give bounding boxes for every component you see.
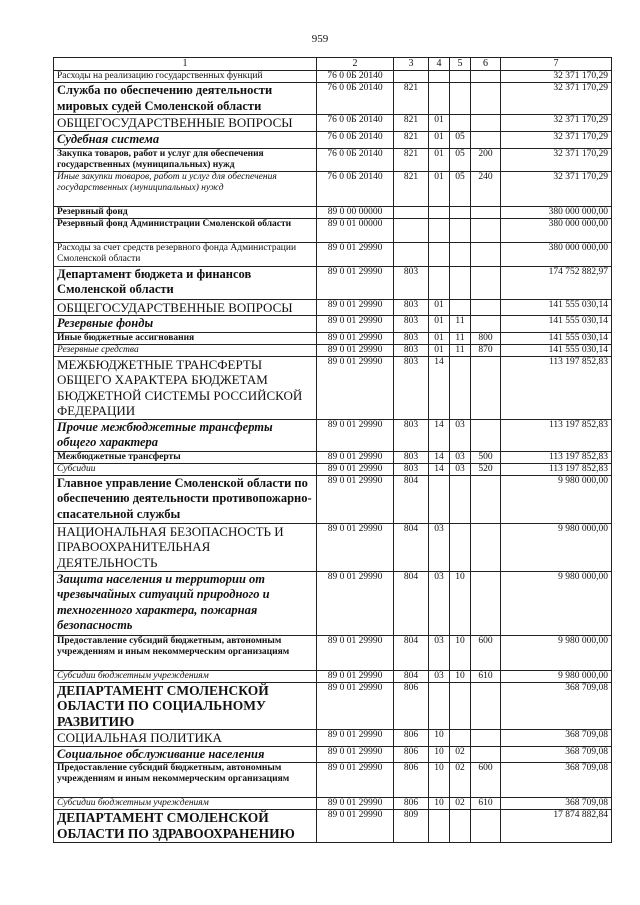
row-name-cell: НАЦИОНАЛЬНАЯ БЕЗОПАСНОСТЬ И ПРАВООХРАНИТЕЛЬНАЯ ДЕЯТЕЛЬНОСТЬ [54, 523, 317, 571]
admin-code-cell: 806 [394, 746, 429, 763]
amount-cell: 368 709,08 [501, 798, 612, 810]
section-cell: 10 [429, 730, 450, 747]
amount-cell: 380 000 000,00 [501, 206, 612, 218]
row-name-cell: Субсидии бюджетным учреждениям [54, 798, 317, 810]
admin-code-cell [394, 206, 429, 218]
target-article-cell: 89 0 01 29990 [317, 763, 394, 798]
admin-code-cell: 803 [394, 266, 429, 299]
target-article-cell: 89 0 01 29990 [317, 266, 394, 299]
row-name-cell: Резервные фонды [54, 316, 317, 333]
expense-type-cell [471, 71, 501, 83]
expense-type-cell [471, 115, 501, 132]
table-row [54, 83, 612, 115]
table-row [54, 266, 612, 299]
section-cell: 10 [429, 798, 450, 810]
row-name-cell: Межбюджетные трансферты [54, 451, 317, 463]
table-row [54, 419, 612, 451]
expense-type-cell [471, 316, 501, 333]
target-article-cell: 76 0 0Б 20140 [317, 115, 394, 132]
header-cell: 6 [471, 58, 501, 71]
admin-code-cell: 803 [394, 463, 429, 475]
table-row [54, 132, 612, 149]
table-row [54, 523, 612, 571]
table-row [54, 463, 612, 475]
expense-type-cell [471, 218, 501, 242]
expense-type-cell [471, 810, 501, 843]
admin-code-cell: 803 [394, 419, 429, 451]
table-row [54, 682, 612, 730]
admin-code-cell: 803 [394, 356, 429, 419]
table-row [54, 670, 612, 682]
admin-code-cell: 821 [394, 148, 429, 171]
admin-code-cell: 809 [394, 810, 429, 843]
expense-type-cell [471, 475, 501, 523]
admin-code-cell: 804 [394, 635, 429, 670]
subsection-cell [450, 356, 471, 419]
expense-type-cell: 610 [471, 670, 501, 682]
section-cell: 03 [429, 635, 450, 670]
subsection-cell [450, 523, 471, 571]
table-row [54, 475, 612, 523]
table-row [54, 148, 612, 171]
section-cell: 14 [429, 451, 450, 463]
section-cell: 03 [429, 523, 450, 571]
subsection-cell [450, 682, 471, 730]
row-name-cell: Субсидии бюджетным учреждениям [54, 670, 317, 682]
row-name-cell: МЕЖБЮДЖЕТНЫЕ ТРАНСФЕРТЫ ОБЩЕГО ХАРАКТЕРА БЮДЖЕТАМ БЮДЖЕТНОЙ СИСТЕМЫ РОССИЙСКОЙ ФЕДЕРАЦИИ [54, 356, 317, 419]
subsection-cell [450, 266, 471, 299]
admin-code-cell: 804 [394, 475, 429, 523]
admin-code-cell: 821 [394, 83, 429, 115]
amount-cell: 32 371 170,29 [501, 132, 612, 149]
subsection-cell [450, 83, 471, 115]
admin-code-cell: 804 [394, 670, 429, 682]
header-cell: 5 [450, 58, 471, 71]
amount-cell: 174 752 882,97 [501, 266, 612, 299]
target-article-cell: 89 0 01 29990 [317, 242, 394, 266]
row-name-cell: Резервный фонд [54, 206, 317, 218]
header-cell: 7 [501, 58, 612, 71]
target-article-cell: 76 0 0Б 20140 [317, 71, 394, 83]
target-article-cell: 89 0 01 29990 [317, 798, 394, 810]
admin-code-cell [394, 242, 429, 266]
amount-cell: 380 000 000,00 [501, 242, 612, 266]
row-name-cell: ОБЩЕГОСУДАРСТВЕННЫЕ ВОПРОСЫ [54, 115, 317, 132]
expense-type-cell [471, 356, 501, 419]
admin-code-cell: 804 [394, 571, 429, 635]
amount-cell: 141 555 030,14 [501, 344, 612, 356]
target-article-cell: 89 0 01 29990 [317, 332, 394, 344]
row-name-cell: Социальное обслуживание населения [54, 746, 317, 763]
admin-code-cell [394, 218, 429, 242]
subsection-cell [450, 115, 471, 132]
admin-code-cell: 803 [394, 299, 429, 316]
table-row [54, 71, 612, 83]
table-row [54, 206, 612, 218]
target-article-cell: 89 0 01 29990 [317, 451, 394, 463]
subsection-cell: 11 [450, 344, 471, 356]
table-header-row [54, 58, 612, 71]
row-name-cell: Закупка товаров, работ и услуг для обеспечения государственных (муниципальных) нужд [54, 148, 317, 171]
subsection-cell: 10 [450, 670, 471, 682]
target-article-cell: 89 0 01 29990 [317, 670, 394, 682]
table-row [54, 332, 612, 344]
amount-cell: 141 555 030,14 [501, 299, 612, 316]
subsection-cell [450, 810, 471, 843]
table-row [54, 171, 612, 206]
admin-code-cell: 806 [394, 763, 429, 798]
row-name-cell: СОЦИАЛЬНАЯ ПОЛИТИКА [54, 730, 317, 747]
section-cell: 10 [429, 763, 450, 798]
section-cell [429, 682, 450, 730]
subsection-cell: 02 [450, 746, 471, 763]
row-name-cell: Иные бюджетные ассигнования [54, 332, 317, 344]
amount-cell: 9 980 000,00 [501, 523, 612, 571]
subsection-cell: 10 [450, 571, 471, 635]
target-article-cell: 89 0 01 29990 [317, 344, 394, 356]
amount-cell: 9 980 000,00 [501, 635, 612, 670]
expense-type-cell: 870 [471, 344, 501, 356]
row-name-cell: Расходы на реализацию государственных функций [54, 71, 317, 83]
target-article-cell: 89 0 01 29990 [317, 356, 394, 419]
table-row [54, 763, 612, 798]
table-row [54, 746, 612, 763]
section-cell [429, 475, 450, 523]
admin-code-cell: 804 [394, 523, 429, 571]
subsection-cell: 05 [450, 132, 471, 149]
admin-code-cell: 821 [394, 115, 429, 132]
section-cell: 01 [429, 148, 450, 171]
expense-type-cell [471, 523, 501, 571]
target-article-cell: 89 0 01 29990 [317, 571, 394, 635]
admin-code-cell: 803 [394, 316, 429, 333]
row-name-cell: Защита населения и территории от чрезвычайных ситуаций природного и техногенного характера, пожарная безопасность [54, 571, 317, 635]
table-row [54, 571, 612, 635]
row-name-cell: Служба по обеспечению деятельности мировых судей Смоленской области [54, 83, 317, 115]
subsection-cell [450, 730, 471, 747]
expense-type-cell: 520 [471, 463, 501, 475]
table-row [54, 798, 612, 810]
row-name-cell: Главное управление Смоленской области по обеспечению деятельности противопожарно-спасательной службы [54, 475, 317, 523]
row-name-cell: ДЕПАРТАМЕНТ СМОЛЕНСКОЙ ОБЛАСТИ ПО СОЦИАЛЬНОМУ РАЗВИТИЮ [54, 682, 317, 730]
expense-type-cell [471, 682, 501, 730]
subsection-cell [450, 475, 471, 523]
amount-cell: 113 197 852,83 [501, 419, 612, 451]
row-name-cell: ДЕПАРТАМЕНТ СМОЛЕНСКОЙ ОБЛАСТИ ПО ЗДРАВООХРАНЕНИЮ [54, 810, 317, 843]
admin-code-cell: 806 [394, 682, 429, 730]
amount-cell: 113 197 852,83 [501, 356, 612, 419]
expense-type-cell [471, 206, 501, 218]
target-article-cell: 89 0 01 29990 [317, 746, 394, 763]
row-name-cell: Судебная система [54, 132, 317, 149]
expense-type-cell [471, 132, 501, 149]
amount-cell: 9 980 000,00 [501, 571, 612, 635]
table-row [54, 635, 612, 670]
expense-type-cell [471, 730, 501, 747]
admin-code-cell: 803 [394, 451, 429, 463]
admin-code-cell: 806 [394, 730, 429, 747]
header-cell: 2 [317, 58, 394, 71]
table-row [54, 810, 612, 843]
admin-code-cell: 821 [394, 171, 429, 206]
table-row [54, 356, 612, 419]
amount-cell: 141 555 030,14 [501, 316, 612, 333]
subsection-cell [450, 218, 471, 242]
table-row [54, 218, 612, 242]
expense-type-cell: 500 [471, 451, 501, 463]
target-article-cell: 89 0 01 29990 [317, 523, 394, 571]
subsection-cell: 03 [450, 451, 471, 463]
header-cell: 1 [54, 58, 317, 71]
amount-cell: 32 371 170,29 [501, 83, 612, 115]
expense-type-cell: 200 [471, 148, 501, 171]
section-cell: 01 [429, 132, 450, 149]
target-article-cell: 89 0 01 29990 [317, 463, 394, 475]
subsection-cell: 02 [450, 798, 471, 810]
expense-type-cell [471, 571, 501, 635]
table-row [54, 242, 612, 266]
amount-cell: 113 197 852,83 [501, 451, 612, 463]
amount-cell: 113 197 852,83 [501, 463, 612, 475]
amount-cell: 32 371 170,29 [501, 171, 612, 206]
admin-code-cell [394, 71, 429, 83]
expense-type-cell [471, 299, 501, 316]
amount-cell: 32 371 170,29 [501, 115, 612, 132]
subsection-cell: 02 [450, 763, 471, 798]
row-name-cell: Резервный фонд Администрации Смоленской области [54, 218, 317, 242]
expense-type-cell [471, 419, 501, 451]
admin-code-cell: 806 [394, 798, 429, 810]
subsection-cell [450, 299, 471, 316]
row-name-cell: Резервные средства [54, 344, 317, 356]
section-cell [429, 266, 450, 299]
subsection-cell: 05 [450, 148, 471, 171]
subsection-cell: 05 [450, 171, 471, 206]
section-cell: 01 [429, 344, 450, 356]
subsection-cell: 11 [450, 316, 471, 333]
table-row [54, 344, 612, 356]
target-article-cell: 89 0 01 29990 [317, 730, 394, 747]
section-cell: 03 [429, 670, 450, 682]
section-cell: 01 [429, 316, 450, 333]
target-article-cell: 89 0 01 29990 [317, 299, 394, 316]
amount-cell: 368 709,08 [501, 763, 612, 798]
row-name-cell: Прочие межбюджетные трансферты общего характера [54, 419, 317, 451]
table-row [54, 730, 612, 747]
section-cell [429, 810, 450, 843]
row-name-cell: Иные закупки товаров, работ и услуг для обеспечения государственных (муниципальных) нужд [54, 171, 317, 206]
expense-type-cell [471, 83, 501, 115]
header-cell: 3 [394, 58, 429, 71]
subsection-cell: 11 [450, 332, 471, 344]
expense-type-cell: 800 [471, 332, 501, 344]
table-row [54, 316, 612, 333]
admin-code-cell: 803 [394, 332, 429, 344]
section-cell [429, 242, 450, 266]
row-name-cell: Предоставление субсидий бюджетным, автономным учреждениям и иным некоммерческим организациям [54, 635, 317, 670]
amount-cell: 368 709,08 [501, 682, 612, 730]
expense-type-cell [471, 266, 501, 299]
target-article-cell: 89 0 00 00000 [317, 206, 394, 218]
admin-code-cell: 803 [394, 344, 429, 356]
section-cell: 10 [429, 746, 450, 763]
admin-code-cell: 821 [394, 132, 429, 149]
target-article-cell: 89 0 01 29990 [317, 419, 394, 451]
subsection-cell [450, 71, 471, 83]
subsection-cell [450, 206, 471, 218]
expense-type-cell [471, 242, 501, 266]
section-cell: 14 [429, 356, 450, 419]
subsection-cell: 03 [450, 463, 471, 475]
target-article-cell: 89 0 01 00000 [317, 218, 394, 242]
row-name-cell: Расходы за счет средств резервного фонда Администрации Смоленской области [54, 242, 317, 266]
table-row [54, 299, 612, 316]
section-cell: 14 [429, 463, 450, 475]
row-name-cell: Субсидии [54, 463, 317, 475]
target-article-cell: 89 0 01 29990 [317, 475, 394, 523]
section-cell [429, 218, 450, 242]
amount-cell: 368 709,08 [501, 746, 612, 763]
table-row [54, 115, 612, 132]
amount-cell: 368 709,08 [501, 730, 612, 747]
section-cell: 01 [429, 115, 450, 132]
target-article-cell: 76 0 0Б 20140 [317, 132, 394, 149]
amount-cell: 9 980 000,00 [501, 670, 612, 682]
expense-type-cell: 240 [471, 171, 501, 206]
expense-type-cell: 610 [471, 798, 501, 810]
target-article-cell: 89 0 01 29990 [317, 635, 394, 670]
target-article-cell: 76 0 0Б 20140 [317, 148, 394, 171]
target-article-cell: 89 0 01 29990 [317, 316, 394, 333]
amount-cell: 9 980 000,00 [501, 475, 612, 523]
page-number: 959 [311, 33, 329, 45]
subsection-cell: 10 [450, 635, 471, 670]
amount-cell: 32 371 170,29 [501, 71, 612, 83]
row-name-cell: Департамент бюджета и финансов Смоленской области [54, 266, 317, 299]
target-article-cell: 76 0 0Б 20140 [317, 83, 394, 115]
table-row [54, 451, 612, 463]
section-cell: 01 [429, 299, 450, 316]
row-name-cell: Предоставление субсидий бюджетным, автономным учреждениям и иным некоммерческим организациям [54, 763, 317, 798]
row-name-cell: ОБЩЕГОСУДАРСТВЕННЫЕ ВОПРОСЫ [54, 299, 317, 316]
budget-table [53, 57, 612, 843]
section-cell [429, 206, 450, 218]
expense-type-cell: 600 [471, 763, 501, 798]
expense-type-cell [471, 746, 501, 763]
section-cell: 01 [429, 171, 450, 206]
target-article-cell: 89 0 01 29990 [317, 810, 394, 843]
expense-type-cell: 600 [471, 635, 501, 670]
amount-cell: 17 874 882,84 [501, 810, 612, 843]
amount-cell: 380 000 000,00 [501, 218, 612, 242]
amount-cell: 32 371 170,29 [501, 148, 612, 171]
target-article-cell: 76 0 0Б 20140 [317, 171, 394, 206]
section-cell: 01 [429, 332, 450, 344]
subsection-cell: 03 [450, 419, 471, 451]
header-cell: 4 [429, 58, 450, 71]
section-cell: 03 [429, 571, 450, 635]
subsection-cell [450, 242, 471, 266]
section-cell: 14 [429, 419, 450, 451]
amount-cell: 141 555 030,14 [501, 332, 612, 344]
section-cell [429, 83, 450, 115]
target-article-cell: 89 0 01 29990 [317, 682, 394, 730]
section-cell [429, 71, 450, 83]
